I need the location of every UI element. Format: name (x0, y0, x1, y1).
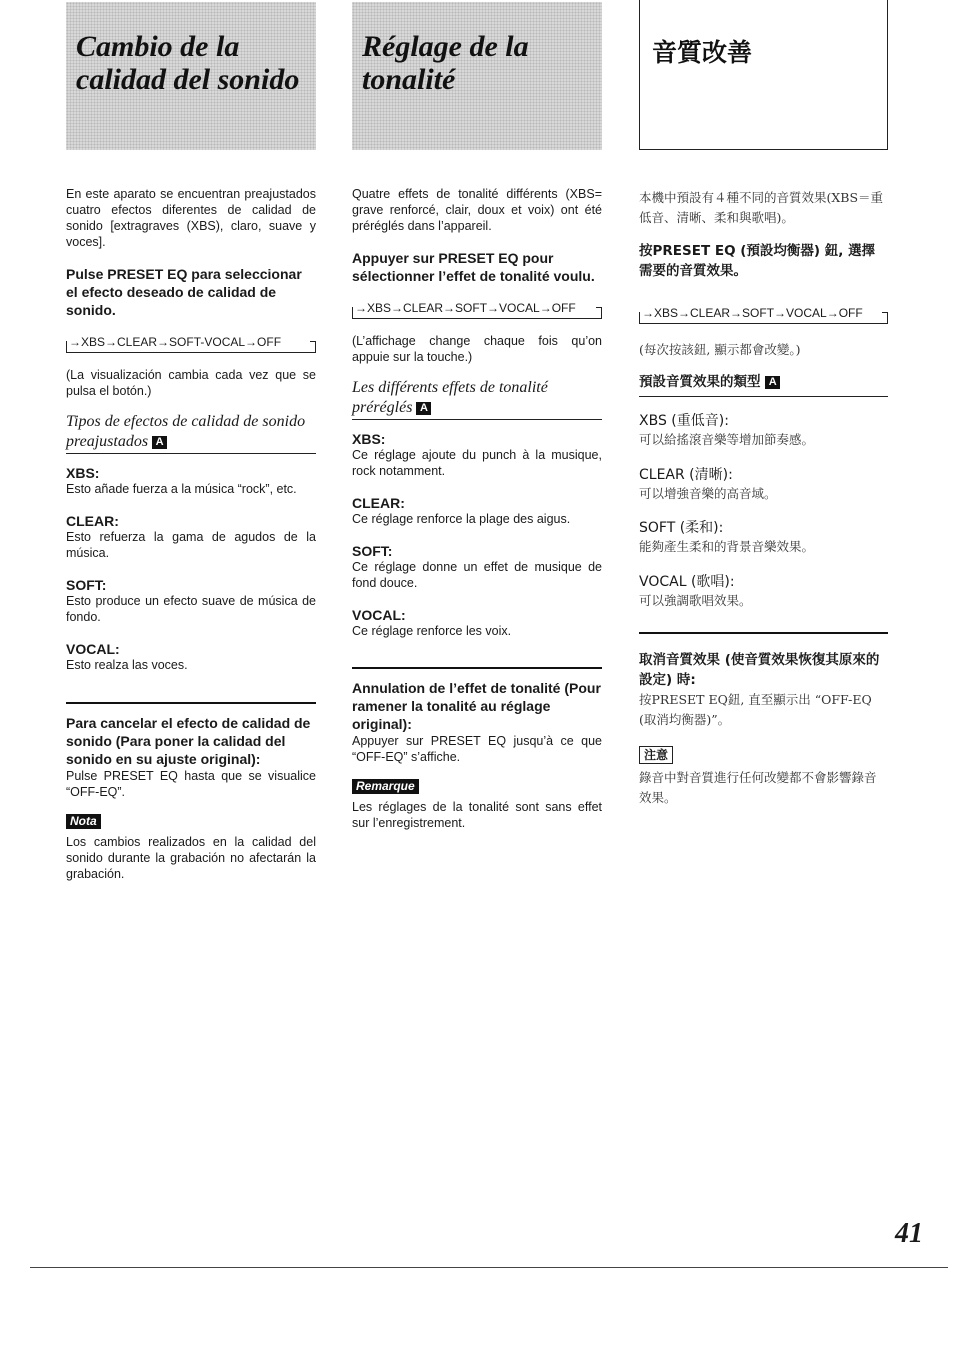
spanish-instruction: Pulse PRESET EQ para seleccionar el efecto deseado de calidad de sonido. (66, 266, 302, 318)
effect-name: SOFT: (66, 577, 107, 593)
spanish-types-heading (66, 412, 316, 452)
list-item (66, 465, 316, 497)
footer-rule (30, 1267, 948, 1268)
effect-desc: Esto refuerza la gama de agudos de la música. (66, 530, 316, 560)
list-item (639, 519, 888, 557)
spanish-note-text: Los cambios realizados en la calidad del sonido durante la grabación no afectarán la grabación. (66, 835, 316, 881)
french-cancel-heading: Annulation de l’effet de tonalité (Pour ramener la tonalité au réglage original): (352, 680, 601, 732)
chinese-flow-text: →XBS→CLEAR→SOFT→VOCAL→OFF (642, 306, 866, 320)
french-flow-diagram (352, 301, 602, 323)
chinese-cancel-text: 按PRESET EQ鈕, 直至顯示出 “OFF-EQ (取消均衡器)”。 (639, 692, 872, 727)
effect-desc: Ce réglage donne un effet de musique de fond douce. (352, 560, 602, 590)
list-item (352, 431, 602, 479)
effect-name: VOCAL (歌唱): (639, 574, 735, 590)
spanish-flow-note: (La visualización cambia cada vez que se pulsa el botón.) (66, 368, 316, 398)
chinese-flow-diagram (639, 306, 888, 328)
french-title: Réglage de la tonalité (362, 30, 529, 96)
chinese-cancel-heading: 取消音質效果 (使音質效果恢復其原來的設定) 時: (639, 652, 880, 688)
effect-desc: Esto produce un efecto suave de música de fondo. (66, 594, 316, 624)
list-item (639, 412, 888, 450)
french-flow-note: (L’affichage change chaque fois qu’on appuie sur la touche.) (352, 334, 602, 364)
spanish-cancel-text: Pulse PRESET EQ hasta que se visualice “OFF-EQ”. (66, 769, 316, 799)
effect-name: CLEAR: (352, 495, 405, 511)
effect-desc: 能夠產生柔和的背景音樂效果。 (639, 539, 815, 554)
list-item (66, 513, 316, 561)
divider (352, 667, 602, 669)
list-item (352, 543, 602, 591)
spanish-flow-text: →XBS→CLEAR→SOFT-VOCAL→OFF (69, 335, 284, 349)
french-flow-text: →XBS→CLEAR→SOFT→VOCAL→OFF (355, 301, 579, 315)
chinese-types-heading-text: 預設音質效果的類型 (639, 374, 761, 390)
french-types-heading (352, 378, 602, 418)
list-item (66, 577, 316, 625)
note-badge: Nota (66, 814, 101, 829)
effect-desc: Ce réglage renforce les voix. (352, 624, 512, 638)
divider (66, 702, 316, 704)
chinese-title-box (639, 0, 888, 150)
effect-desc: Esto añade fuerza a la música “rock”, etc. (66, 482, 297, 496)
effect-name: XBS (重低音): (639, 413, 729, 429)
chinese-note-text: 錄音中對音質進行任何改變都不會影響錄音效果。 (639, 770, 877, 805)
note-badge: Remarque (352, 779, 419, 794)
note-badge: 注意 (639, 746, 673, 764)
effect-desc: Esto realza las voces. (66, 658, 188, 672)
effect-name: CLEAR: (66, 513, 119, 529)
chinese-instruction: 按PRESET EQ (預設均衡器) 鈕, 選擇需要的音質效果。 (639, 243, 876, 279)
effect-name: CLEAR (清晰): (639, 467, 733, 483)
page-number: 41 (895, 1218, 923, 1249)
list-item (352, 495, 602, 527)
french-intro: Quatre effets de tonalité différents (XBS= grave renforcé, clair, doux et voix) ont été préréglés dans l’appareil. (352, 187, 602, 233)
figure-a-badge: A (765, 376, 780, 389)
french-cancel-text: Appuyer sur PRESET EQ jusqu’à ce que “OFF-EQ” s’affiche. (352, 734, 602, 764)
chinese-types-heading (639, 372, 888, 392)
list-item (639, 573, 888, 611)
divider (352, 419, 602, 420)
effect-desc: Ce réglage renforce la plage des aigus. (352, 512, 571, 526)
list-item (352, 607, 602, 639)
french-title-box (352, 2, 602, 150)
spanish-flow-diagram (66, 335, 316, 357)
effect-desc: 可以強調歌唱效果。 (639, 593, 752, 608)
effect-name: XBS: (352, 431, 386, 447)
effect-name: SOFT (柔和): (639, 520, 724, 536)
list-item (66, 641, 316, 673)
effect-desc: 可以給搖滾音樂等增加節奏感。 (639, 432, 815, 447)
effect-name: XBS: (66, 465, 100, 481)
spanish-types-heading-text: Tipos de efectos de calidad de sonido preajustados (66, 413, 306, 450)
french-types-heading-text: Les différents effets de tonalité préréglés (352, 379, 548, 416)
spanish-title-box (66, 2, 316, 150)
chinese-title: 音質改善 (652, 38, 753, 67)
divider (639, 396, 888, 397)
spanish-intro: En este aparato se encuentran preajustados cuatro efectos diferentes de calidad de sonido [extragraves (XBS), claro, suave y voces]. (66, 187, 316, 249)
list-item (639, 466, 888, 504)
divider (639, 632, 888, 634)
french-instruction: Appuyer sur PRESET EQ pour sélectionner l’effet de tonalité voulu. (352, 250, 595, 284)
figure-a-badge: A (152, 436, 167, 449)
french-note-text: Les réglages de la tonalité sont sans effet sur l’enregistrement. (352, 800, 602, 830)
divider (66, 453, 316, 454)
spanish-title: Cambio de la calidad del sonido (76, 30, 300, 96)
effect-desc: 可以增強音樂的高音域。 (639, 486, 777, 501)
figure-a-badge: A (416, 402, 431, 415)
effect-name: SOFT: (352, 543, 393, 559)
effect-name: VOCAL: (352, 607, 406, 623)
chinese-intro: 本機中預設有４種不同的音質效果(XBS＝重低音、清晰、柔和與歌唱)。 (639, 190, 884, 225)
spanish-cancel-heading: Para cancelar el efecto de calidad de sonido (Para poner la calidad del sonido en su ajuste original): (66, 715, 311, 767)
chinese-flow-note: (每次按該鈕, 顯示都會改變。) (639, 342, 801, 357)
effect-name: VOCAL: (66, 641, 120, 657)
effect-desc: Ce réglage ajoute du punch à la musique, rock notamment. (352, 448, 602, 478)
